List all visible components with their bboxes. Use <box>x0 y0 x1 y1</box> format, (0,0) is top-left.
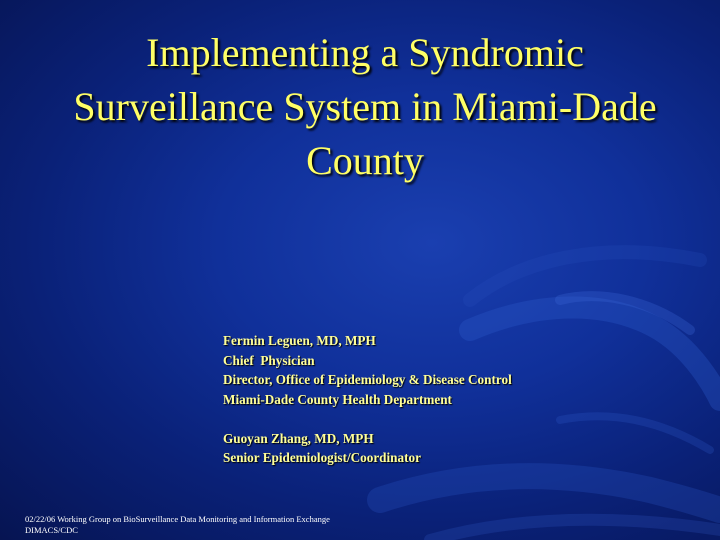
presenter-1-organization: Miami-Dade County Health Department <box>223 391 452 407</box>
presenter-spacer <box>223 409 703 429</box>
presenter-block <box>223 331 703 468</box>
presenter-1-role: Chief Physician <box>223 352 315 368</box>
slide-title <box>20 26 710 188</box>
presenter-1-name: Fermin Leguen, MD, MPH <box>223 333 376 348</box>
title-line-1: Implementing a Syndromic <box>146 30 584 75</box>
presenter-1-position: Director, Office of Epidemiology & Disease Control <box>223 372 512 387</box>
footer-line-1: 02/22/06 Working Group on BioSurveillance Data Monitoring and Information Exchange <box>25 514 330 524</box>
presenter-2-name: Guoyan Zhang, MD, MPH <box>223 430 374 446</box>
presenter-2-role: Senior Epidemiologist/Coordinator <box>223 450 421 465</box>
footer-line-2: DIMACS/CDC <box>25 525 78 535</box>
title-line-3: County <box>306 138 424 183</box>
title-line-2: Surveillance System in Miami-Dade <box>73 84 657 129</box>
slide-footer <box>25 514 625 536</box>
